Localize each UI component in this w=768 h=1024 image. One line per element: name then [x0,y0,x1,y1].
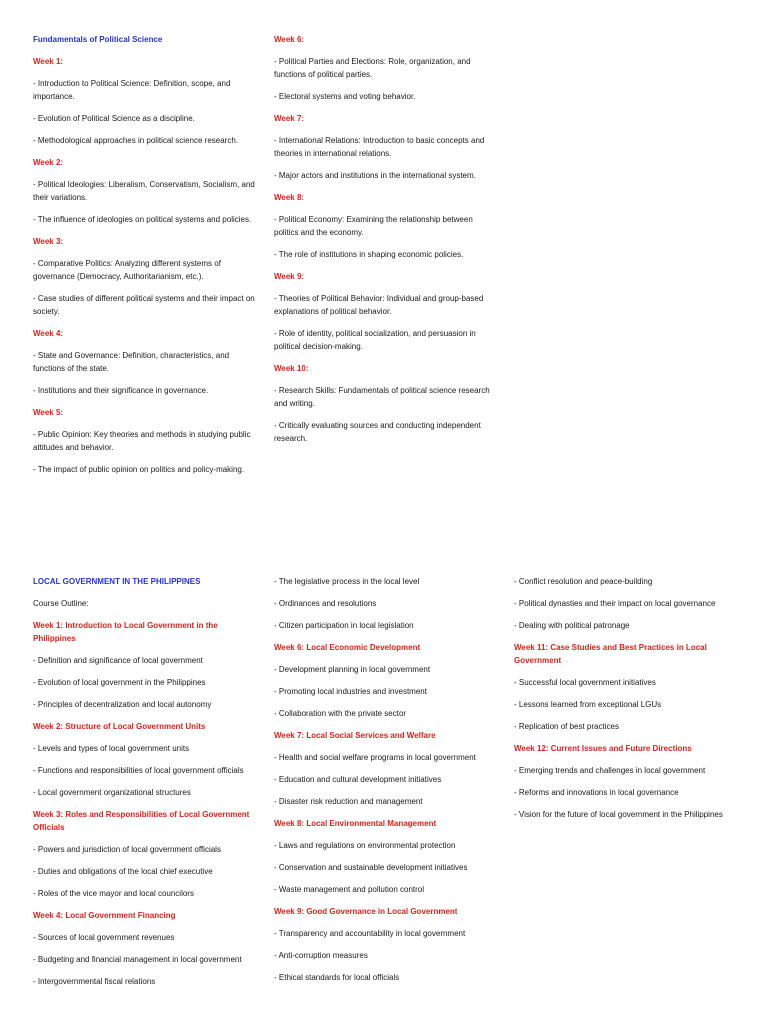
outline-item: - Political Ideologies: Liberalism, Conservatism, Socialism, and their variations. [33,180,255,202]
week-heading: Week 9: [274,272,305,281]
outline-item: - Political Parties and Elections: Role, organization, and functions of political parties. [274,57,471,79]
week-heading: Week 8: Local Environmental Management [274,819,437,828]
outline-item: - Major actors and institutions in the international system. [274,171,476,180]
outline-item: - Critically evaluating sources and conducting independent research. [274,421,481,443]
week-heading: Week 1: [33,57,64,66]
doc1-column-1 [33,33,258,485]
week-heading: Week 7: [274,114,305,123]
outline-item: - Methodological approaches in political science research. [33,136,238,145]
outline-item: - State and Governance: Definition, characteristics, and functions of the state. [33,351,230,373]
outline-item: - Replication of best practices [514,722,619,731]
outline-item: - Budgeting and financial management in local government [33,955,242,964]
outline-item: - Principles of decentralization and local autonomy [33,700,212,709]
outline-item: - Case studies of different political systems and their impact on society. [33,294,255,316]
week-heading: Week 8: [274,193,305,202]
outline-item: - Research Skills: Fundamentals of political science research and writing. [274,386,490,408]
outline-item: - Political Economy: Examining the relationship between politics and the economy. [274,215,473,237]
week-heading: Week 2: [33,158,64,167]
week-heading: Week 5: [33,408,64,417]
outline-item: - Conflict resolution and peace-building [514,577,653,586]
week-heading: Week 11: Case Studies and Best Practices in Local Government [514,643,707,665]
week-heading: Week 9: Good Governance in Local Government [274,907,458,916]
outline-item: - Anti-corruption measures [274,951,368,960]
doc2-column-1 [33,575,258,997]
week-heading: Week 6: [274,35,305,44]
week-heading: Week 7: Local Social Services and Welfare [274,731,436,740]
outline-item: - Dealing with political patronage [514,621,630,630]
outline-item: - The influence of ideologies on political systems and policies. [33,215,252,224]
outline-item: - Electoral systems and voting behavior. [274,92,416,101]
outline-item: - Theories of Political Behavior: Individual and group-based explanations of political behavior. [274,294,484,316]
week-heading: Week 4: Local Government Financing [33,911,176,920]
outline-item: - Vision for the future of local government in the Philippines [514,810,723,819]
doc2-column-3 [514,575,739,830]
outline-item: - Role of identity, political socialization, and persuasion in political decision-making. [274,329,476,351]
outline-item: - Roles of the vice mayor and local councilors [33,889,194,898]
week-heading: Week 12: Current Issues and Future Directions [514,744,692,753]
outline-item: - Sources of local government revenues [33,933,175,942]
doc2-title: LOCAL GOVERNMENT IN THE PHILIPPINES [33,577,201,586]
outline-item: - Intergovernmental fiscal relations [33,977,156,986]
outline-item: - The role of institutions in shaping economic policies. [274,250,464,259]
outline-item: - Collaboration with the private sector [274,709,407,718]
doc2-col1-list [33,597,258,988]
outline-item: - Duties and obligations of the local chief executive [33,867,213,876]
outline-item: - Political dynasties and their impact on local governance [514,599,716,608]
outline-item: - Institutions and their significance in governance. [33,386,209,395]
week-heading: Week 2: Structure of Local Government Units [33,722,206,731]
outline-item: - Transparency and accountability in local government [274,929,466,938]
outline-item: - Comparative Politics: Analyzing different systems of governance (Democracy, Authoritarianism, etc.). [33,259,221,281]
outline-item: - Development planning in local government [274,665,431,674]
outline-item: - Disaster risk reduction and management [274,797,423,806]
outline-item: - Waste management and pollution control [274,885,425,894]
doc1-column-2 [274,33,499,454]
outline-item: - Ethical standards for local officials [274,973,400,982]
outline-item: - Conservation and sustainable development initiatives [274,863,468,872]
week-heading: Week 3: [33,237,64,246]
outline-item: - Laws and regulations on environmental protection [274,841,456,850]
week-heading: Week 10: [274,364,309,373]
doc2-column-2 [274,575,499,993]
outline-item: - Public Opinion: Key theories and methods in studying public attitudes and behavior. [33,430,251,452]
outline-item: - Health and social welfare programs in local government [274,753,476,762]
outline-item: - The legislative process in the local level [274,577,420,586]
outline-item: - Emerging trends and challenges in local government [514,766,706,775]
outline-item: - Evolution of Political Science as a discipline. [33,114,195,123]
outline-item: - Reforms and innovations in local governance [514,788,679,797]
outline-item: - The impact of public opinion on politics and policy-making. [33,465,245,474]
week-heading: Week 6: Local Economic Development [274,643,421,652]
outline-item: - Education and cultural development initiatives [274,775,442,784]
outline-item: - Citizen participation in local legislation [274,621,414,630]
week-heading: Week 4: [33,329,64,338]
outline-item: - Successful local government initiatives [514,678,656,687]
outline-item: - Functions and responsibilities of local government officials [33,766,244,775]
outline-item: - Levels and types of local government units [33,744,190,753]
doc1-col1-list [33,55,258,476]
outline-item: - Ordinances and resolutions [274,599,377,608]
outline-item: - Powers and jurisdiction of local government officials [33,845,221,854]
doc2-col2-list [274,575,499,984]
doc1-col2-list [274,33,499,445]
week-heading: Week 3: Roles and Responsibilities of Local Government Officials [33,810,250,832]
outline-item: - Local government organizational structures [33,788,191,797]
outline-item: - International Relations: Introduction to basic concepts and theories in international relations. [274,136,485,158]
outline-item: - Introduction to Political Science: Definition, scope, and importance. [33,79,231,101]
outline-item: - Evolution of local government in the Philippines [33,678,206,687]
doc2-col3-list [514,575,739,821]
outline-item: - Promoting local industries and investment [274,687,427,696]
doc1-title: Fundamentals of Political Science [33,35,163,44]
week-heading: Week 1: Introduction to Local Government in the Philippines [33,621,218,643]
outline-item: Course Outline: [33,599,89,608]
outline-item: - Definition and significance of local government [33,656,203,665]
outline-item: - Lessons learned from exceptional LGUs [514,700,662,709]
